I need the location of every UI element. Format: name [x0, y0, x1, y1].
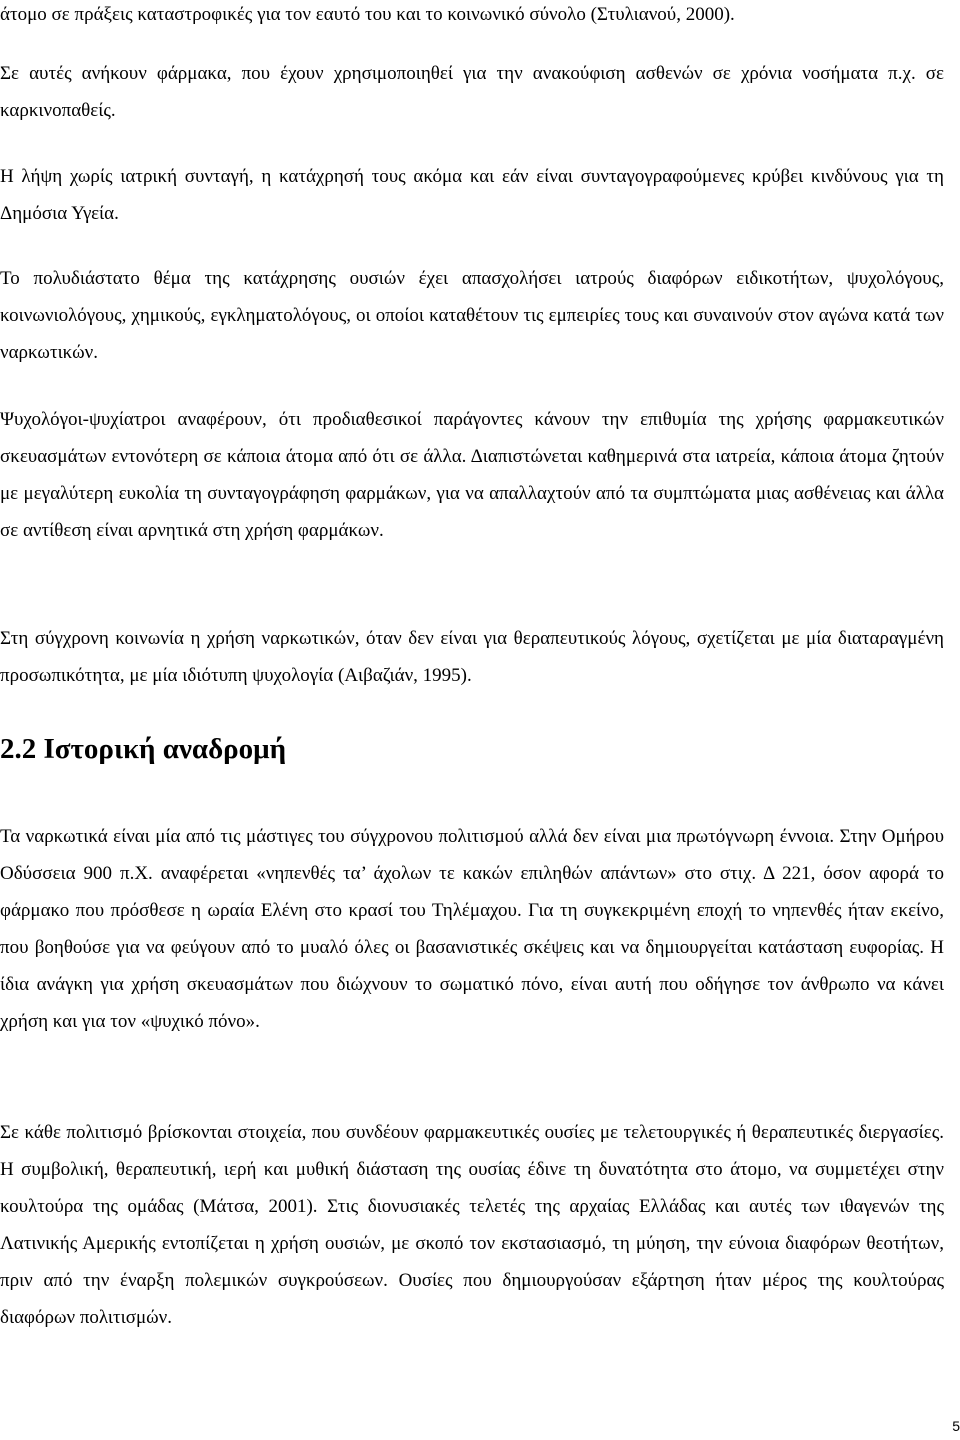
page-number: 5 — [952, 1418, 960, 1434]
paragraph-1: άτομο σε πράξεις καταστροφικές για τον εαυτό του και το κοινωνικό σύνολο (Στυλιανού, 2000). — [0, 4, 735, 25]
paragraph-4: Το πολυδιάστατο θέμα της κατάχρησης ουσιών έχει απασχολήσει ιατρούς διαφόρων ειδικοτήτων, ψυχολόγους, κοινωνιολόγους, χημικούς, εγκληματολόγους, οι οποίοι καταθέτουν τις εμπειρίες τους και συναινούν στον αγώνα κατά των ναρκωτικών. — [0, 268, 944, 363]
paragraph-3: Η λήψη χωρίς ιατρική συνταγή, η κατάχρησή τους ακόμα και εάν είναι συνταγογραφούμενες κρύβει κινδύνους για τη Δημόσια Υγεία. — [0, 166, 944, 224]
paragraph-6: Στη σύγχρονη κοινωνία η χρήση ναρκωτικών, όταν δεν είναι για θεραπευτικούς λόγους, σχετίζεται με μία διαταραγμένη προσωπικότητα, με μία ιδιότυπη ψυχολογία (Αιβαζιάν, 1995). — [0, 628, 944, 686]
paragraph-7: Τα ναρκωτικά είναι μία από τις μάστιγες του σύγχρονου πολιτισμού αλλά δεν είναι μια πρωτόγνωρη έννοια. Στην Ομήρου Οδύσσεια 900 π.Χ. αναφέρεται «νηπενθές τα’ άχολων τε κακών επιληθών απάντων» στο στιχ. Δ 221, όσον αφορά το φάρμακο που πρόσθεσε η ωραία Ελένη στο κρασί του Τηλέμαχου. Για τη συγκεκριμένη εποχή το νηπενθές ήταν εκείνο, που βοηθούσε για να φεύγουν από το μυαλό όλες οι βασανιστικές σκέψεις και να δημιουργείται κατάσταση ευφορίας. Η ίδια ανάγκη για χρήση σκευασμάτων που διώχνουν το σωματικό πόνο, είναι αυτή που οδήγησε τον άνθρωπο να κάνει χρήση και για τον «ψυχικό πόνο». — [0, 826, 944, 1032]
paragraph-5: Ψυχολόγοι-ψυχίατροι αναφέρουν, ότι προδιαθεσικοί παράγοντες κάνουν την επιθυμία της χρήσης φαρμακευτικών σκευασμάτων εντονότερη σε κάποια άτομα από ότι σε άλλα. Διαπιστώνεται καθημερινά στα ιατρεία, κάποια άτομα ζητούν με μεγαλύτερη ευκολία τη συνταγογράφηση φαρμάκων, για να απαλλαχτούν από τα συμπτώματα μιας ασθένειας και άλλα σε αντίθεση είναι αρνητικά στη χρήση φαρμάκων. — [0, 409, 944, 541]
paragraph-2: Σε αυτές ανήκουν φάρμακα, που έχουν χρησιμοποιηθεί για την ανακούφιση ασθενών σε χρόνια νοσήματα π.χ. σε καρκινοπαθείς. — [0, 63, 944, 121]
section-heading: 2.2 Ιστορική αναδρομή — [0, 733, 287, 765]
paragraph-8: Σε κάθε πολιτισμό βρίσκονται στοιχεία, που συνδέουν φαρμακευτικές ουσίες με τελετουργικές ή θεραπευτικές διεργασίες. Η συμβολική, θεραπευτική, ιερή και μυθική διάσταση της ουσίας έδινε τη δυνατότητα στο άτομο, να συμμετέχει στην κουλτούρα της ομάδας (Μάτσα, 2001). Στις διονυσιακές τελετές της αρχαίας Ελλάδας και αυτές των ιθαγενών της Λατινικής Αμερικής εντοπίζεται η χρήση ουσιών, με σκοπό τον εκστασιασμό, τη μύηση, την εύνοια διαφόρων θεοτήτων, πριν από την έναρξη πολεμικών συγκρούσεων. Ουσίες που δημιουργούσαν εξάρτηση ήταν μέρος της κουλτούρας διαφόρων πολιτισμών. — [0, 1122, 944, 1328]
